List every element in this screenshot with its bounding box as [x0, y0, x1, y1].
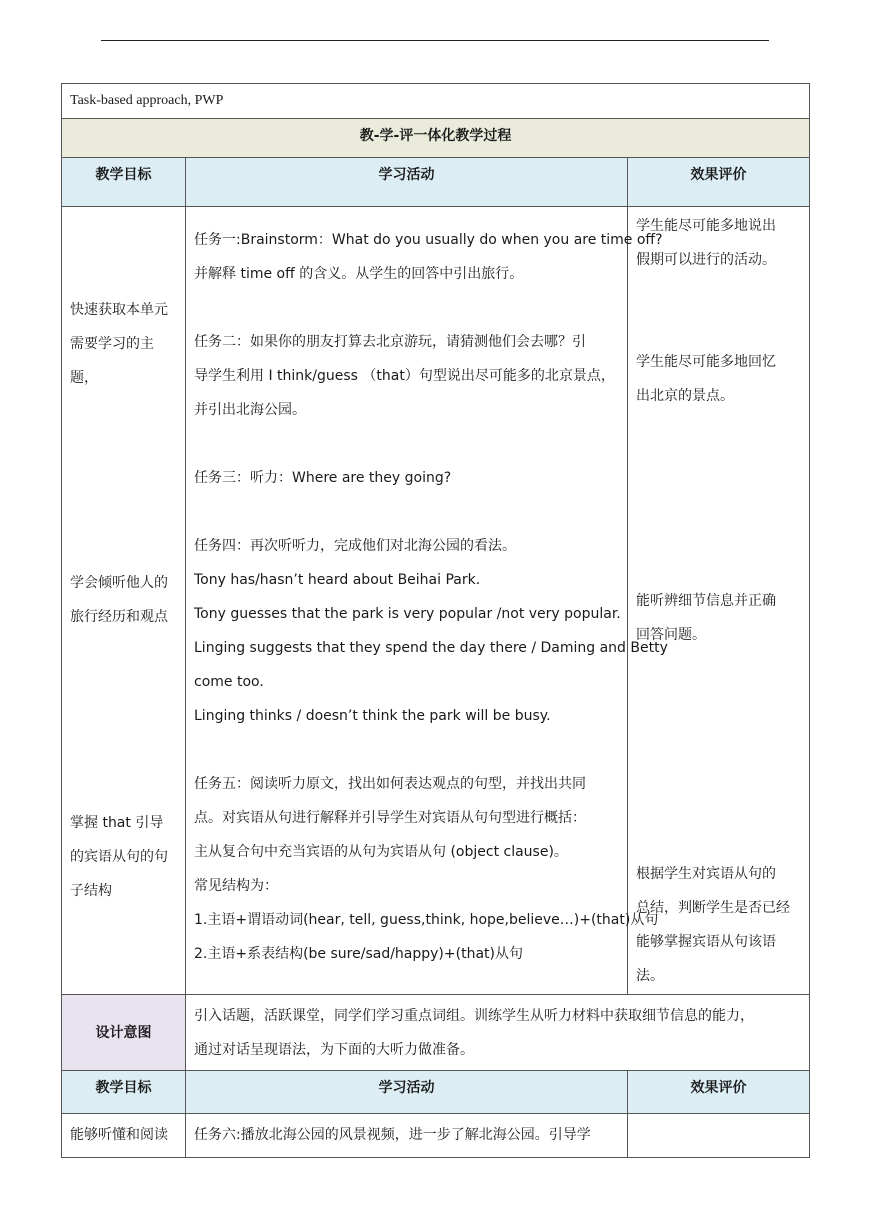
header-activity-2: 学习活动: [186, 1071, 628, 1114]
evaluation-1: 学生能尽可能多地说出 假期可以进行的活动。: [636, 218, 776, 268]
header-goal: 教学目标: [62, 158, 186, 207]
approach-row: [62, 84, 810, 119]
header-evaluation: 效果评价: [628, 158, 810, 207]
evaluation-2: 学生能尽可能多地回忆 出北京的景点。: [636, 354, 776, 404]
approach-text: Task-based approach, PWP: [62, 84, 810, 119]
lesson-plan-table: [61, 83, 810, 1158]
evaluation-5: [628, 1114, 810, 1158]
goal-3: 掌握 that 引导 的宾语从句的句 子结构: [70, 815, 168, 899]
task-5: 任务五：阅读听力原文，找出如何表达观点的句型，并找出共同 点。对宾语从句进行解释并引导学生对宾语从句句型进行概括： 主从复合句中充当宾语的从句为宾语从句 (object clause)。 常见结构为： 1.主语+谓语动词(hear, tell, guess,think, hope,believe…)+(that)从句 2.主语+系表结构(be sure/sad/happy)+(that)从句: [194, 776, 659, 962]
activities-cell: [186, 207, 668, 995]
goal-2: 学会倾听他人的 旅行经历和观点: [70, 575, 168, 625]
evaluations-cell: [628, 207, 810, 995]
design-intent-row: [62, 995, 810, 1071]
goal-1: 快速获取本单元 需要学习的主 题，: [70, 302, 168, 386]
section-title: 教-学-评一体化教学过程: [62, 119, 810, 158]
evaluation-3: 能听辨细节信息并正确 回答问题。: [636, 593, 776, 643]
design-intent-text: 引入话题，活跃课堂，同学们学习重点词组。训练学生从听力材料中获取细节信息的能力， 通过对话呈现语法，为下面的大听力做准备。: [186, 995, 810, 1071]
goal-4: 能够听懂和阅读: [62, 1114, 186, 1158]
evaluation-4: 根据学生对宾语从句的 总结，判断学生是否已经 能够掌握宾语从句该语 法。: [636, 866, 790, 984]
goals-cell: [62, 207, 186, 995]
task-1: 任务一:Brainstorm：What do you usually do when you are time off? 并解释 time off 的含义。从学生的回答中引出旅行。: [194, 232, 663, 282]
task-4: 任务四：再次听听力，完成他们对北海公园的看法。 Tony has/hasn’t heard about Beihai Park. Tony guesses that the park is very popular /not very popular. Linging suggests that they spend the day there / Daming and Betty come too. Linging thinks / doesn’t think the park will be busy.: [194, 538, 668, 724]
table-header-row-2: [62, 1071, 810, 1114]
task-3: 任务三：听力：Where are they going?: [194, 470, 452, 486]
section-title-row: [62, 119, 810, 158]
design-intent-label: 设计意图: [62, 995, 186, 1071]
task-2: 任务二：如果你的朋友打算去北京游玩，请猜测他们会去哪？引 导学生利用 I think/guess （that）句型说出尽可能多的北京景点， 并引出北海公园。: [194, 334, 615, 418]
main-content-row: [62, 207, 810, 995]
header-evaluation-2: 效果评价: [628, 1071, 810, 1114]
header-goal-2: 教学目标: [62, 1071, 186, 1114]
next-content-row: [62, 1114, 810, 1158]
task-6: 任务六:播放北海公园的风景视频，进一步了解北海公园。引导学: [186, 1114, 628, 1158]
header-activity: 学习活动: [186, 158, 628, 207]
table-header-row: [62, 158, 810, 207]
header-rule: [101, 40, 769, 41]
